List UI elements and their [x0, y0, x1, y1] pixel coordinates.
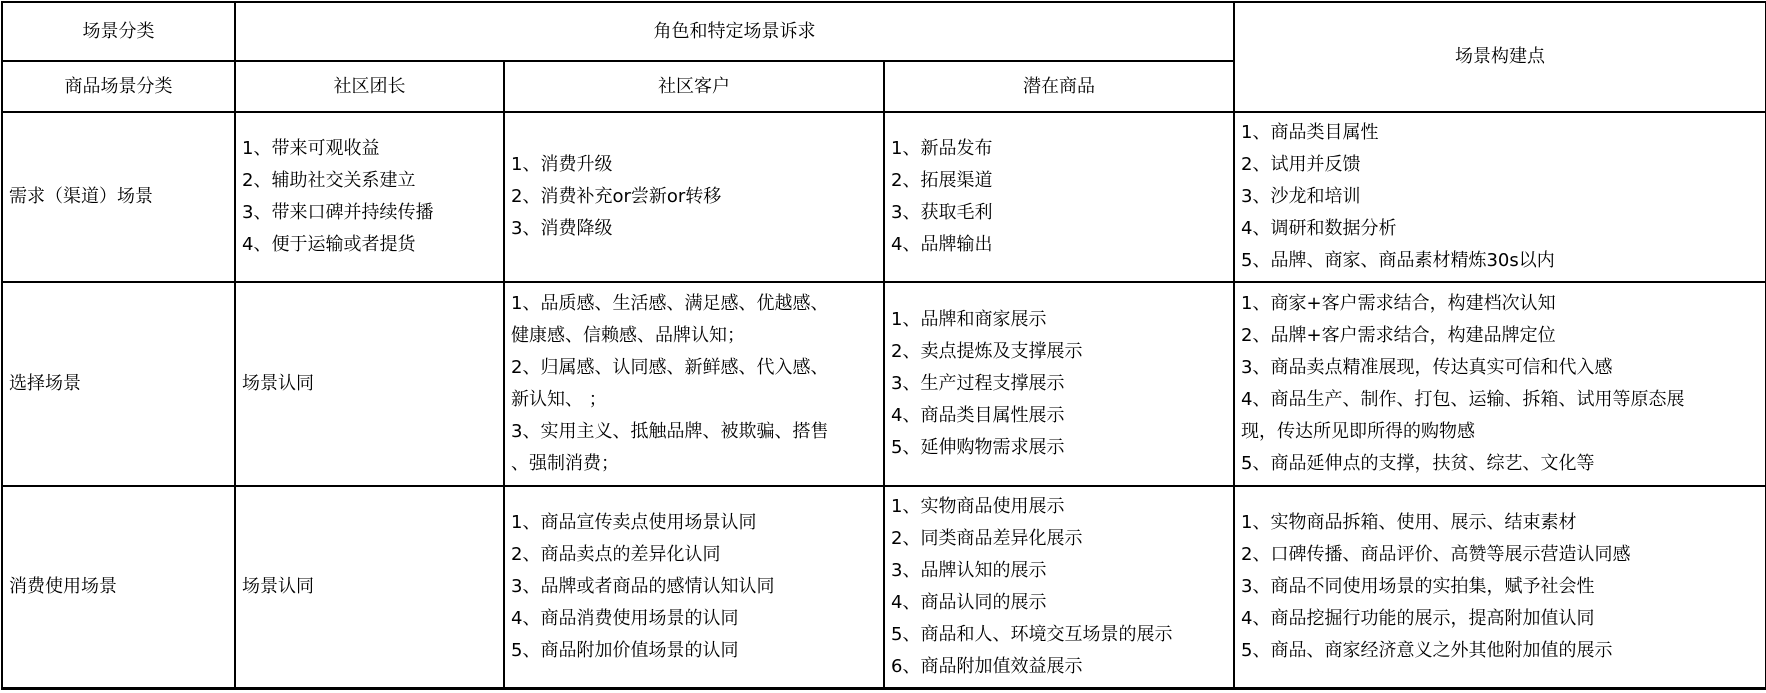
- list-item: 、强制消费；: [511, 453, 619, 474]
- row-category: 需求（渠道）场景: [2, 112, 235, 282]
- list-item: 4、商品类目属性展示: [891, 405, 1065, 426]
- row-customer-cell: [504, 282, 884, 486]
- list-item: 4、商品挖掘行功能的展示，提高附加值认同: [1241, 607, 1595, 629]
- list-item: 2、归属感、认同感、新鲜感、代入感、: [511, 357, 829, 378]
- row-leader-cell: [235, 112, 504, 282]
- list-item: 5、延伸购物需求展示: [891, 437, 1065, 458]
- list-item: 1、新品发布: [891, 138, 993, 159]
- list-item: 2、试用并反馈: [1241, 154, 1361, 175]
- list-item: 3、商品卖点精准展现，传达真实可信和代入感: [1241, 357, 1613, 378]
- list-item: 2、消费补充or尝新or转移: [511, 186, 722, 207]
- table-row: [2, 112, 1766, 282]
- scene-table: [1, 1, 1766, 690]
- list-item: 现，传达所见即所得的购物感: [1241, 421, 1476, 442]
- row-points-cell: [1234, 282, 1766, 486]
- list-item: 3、带来口碑并持续传播: [242, 202, 434, 223]
- list-item: 1、实物商品拆箱、使用、展示、结束素材: [1241, 511, 1577, 533]
- list-item: 1、品质感、生活感、满足感、优越感、: [511, 293, 829, 314]
- header-product-scene-category: 商品场景分类: [2, 61, 235, 112]
- list-item: 1、商品宣传卖点使用场景认同: [511, 511, 757, 533]
- list-item: 1、实物商品使用展示: [891, 495, 1065, 517]
- header-community-customer: 社区客户: [504, 61, 884, 112]
- list-item: 2、卖点提炼及支撑展示: [891, 341, 1083, 362]
- header-row-1: [2, 2, 1766, 61]
- list-item: 1、带来可观收益: [242, 138, 380, 159]
- row-points-cell: [1234, 486, 1766, 688]
- list-item: 2、商品卖点的差异化认同: [511, 543, 721, 565]
- list-item: 4、品牌输出: [891, 234, 993, 255]
- row-leader-cell: [235, 486, 504, 688]
- list-item: 2、辅助社交关系建立: [242, 170, 416, 191]
- list-item: 1、商品类目属性: [1241, 122, 1379, 143]
- list-item: 5、商品附加价值场景的认同: [511, 639, 739, 661]
- header-potential-product: 潜在商品: [884, 61, 1234, 112]
- list-item: 2、拓展渠道: [891, 170, 993, 191]
- list-item: 场景认同: [242, 373, 314, 394]
- list-item: 5、商品和人、环境交互场景的展示: [891, 623, 1173, 645]
- list-item: 2、品牌+客户需求结合，构建品牌定位: [1241, 325, 1556, 346]
- row-category: 选择场景: [2, 282, 235, 486]
- list-item: 3、获取毛利: [891, 202, 993, 223]
- list-item: 1、商家+客户需求结合，构建档次认知: [1241, 293, 1556, 314]
- row-leader-cell: [235, 282, 504, 486]
- list-item: 5、商品、商家经济意义之外其他附加值的展示: [1241, 639, 1613, 661]
- list-item: 4、商品生产、制作、打包、运输、拆箱、试用等原态展: [1241, 389, 1685, 410]
- list-item: 6、商品附加值效益展示: [891, 655, 1083, 677]
- list-item: 4、便于运输或者提货: [242, 234, 416, 255]
- row-product-cell: [884, 486, 1234, 688]
- header-scene-category: 场景分类: [2, 2, 235, 61]
- list-item: 新认知、 ；: [511, 389, 607, 410]
- list-item: 2、同类商品差异化展示: [891, 527, 1083, 549]
- list-item: 4、商品消费使用场景的认同: [511, 607, 739, 629]
- list-item: 3、品牌认知的展示: [891, 559, 1047, 581]
- header-role-demands: 角色和特定场景诉求: [235, 2, 1234, 61]
- row-customer-cell: [504, 112, 884, 282]
- list-item: 1、品牌和商家展示: [891, 309, 1047, 330]
- list-item: 4、商品认同的展示: [891, 591, 1047, 613]
- header-community-leader: 社区团长: [235, 61, 504, 112]
- list-item: 场景认同: [242, 575, 314, 597]
- list-item: 3、品牌或者商品的感情认知认同: [511, 575, 775, 597]
- row-customer-cell: [504, 486, 884, 688]
- list-item: 2、口碑传播、商品评价、高赞等展示营造认同感: [1241, 543, 1631, 565]
- list-item: 5、商品延伸点的支撑，扶贫、综艺、文化等: [1241, 453, 1595, 474]
- list-item: 4、调研和数据分析: [1241, 218, 1397, 239]
- list-item: 健康感、信赖感、品牌认知；: [511, 325, 745, 346]
- header-build-points: 场景构建点: [1234, 2, 1766, 112]
- table-row: [2, 486, 1766, 688]
- list-item: 1、消费升级: [511, 154, 613, 175]
- table-row: [2, 282, 1766, 486]
- list-item: 3、消费降级: [511, 218, 613, 239]
- list-item: 3、生产过程支撑展示: [891, 373, 1065, 394]
- row-points-cell: [1234, 112, 1766, 282]
- list-item: 3、实用主义、抵触品牌、被欺骗、搭售: [511, 421, 829, 442]
- row-category: 消费使用场景: [2, 486, 235, 688]
- row-product-cell: [884, 112, 1234, 282]
- list-item: 5、品牌、商家、商品素材精炼30s以内: [1241, 250, 1555, 271]
- row-product-cell: [884, 282, 1234, 486]
- list-item: 3、商品不同使用场景的实拍集，赋予社会性: [1241, 575, 1595, 597]
- list-item: 3、沙龙和培训: [1241, 186, 1361, 207]
